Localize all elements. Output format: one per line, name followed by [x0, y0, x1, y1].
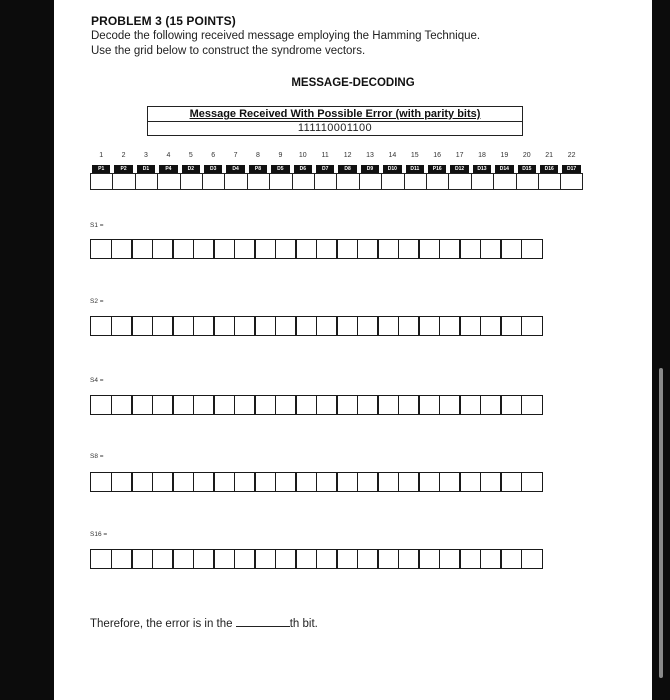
syndrome-cell[interactable] [213, 472, 235, 492]
bit-value-cell[interactable] [269, 173, 291, 190]
bit-value-cell[interactable] [448, 173, 470, 190]
syndrome-cell[interactable] [398, 549, 420, 569]
bit-value-cell[interactable] [493, 173, 515, 190]
message-bits-value: 111110001100 [297, 122, 373, 134]
bit-position-number: 6 [211, 152, 216, 159]
syndrome-cell[interactable] [336, 239, 358, 259]
syndrome-label: S1 = [90, 222, 104, 229]
syndrome-cell[interactable] [172, 472, 194, 492]
syndrome-cell[interactable] [316, 316, 338, 336]
syndrome-cell[interactable] [152, 239, 174, 259]
bit-position-number: 18 [478, 152, 486, 159]
syndrome-cell[interactable] [439, 239, 461, 259]
syndrome-cell[interactable] [275, 549, 297, 569]
syndrome-cell[interactable] [500, 549, 522, 569]
syndrome-cell[interactable] [398, 395, 420, 415]
syndrome-cell[interactable] [377, 549, 399, 569]
syndrome-cell[interactable] [254, 472, 276, 492]
bit-position-number: 13 [366, 152, 374, 159]
syndrome-cell[interactable] [316, 472, 338, 492]
syndrome-cell[interactable] [172, 395, 194, 415]
bit-value-cell[interactable] [157, 173, 179, 190]
syndrome-cell[interactable] [459, 316, 481, 336]
syndrome-cell[interactable] [90, 549, 112, 569]
bit-type-label: P2 [114, 165, 132, 173]
syndrome-cell[interactable] [131, 549, 153, 569]
bit-position-number: 12 [343, 152, 352, 159]
bit-position-number: 8 [256, 152, 260, 159]
syndrome-cell[interactable] [357, 472, 379, 492]
syndrome-cell[interactable] [213, 316, 235, 336]
syndrome-cell[interactable] [500, 472, 522, 492]
bit-type-label: D8 [338, 165, 356, 173]
syndrome-cell[interactable] [234, 549, 256, 569]
syndrome-cell[interactable] [275, 472, 297, 492]
syndrome-cell[interactable] [295, 395, 317, 415]
syndrome-cell[interactable] [439, 472, 461, 492]
bit-value-cell[interactable] [180, 173, 202, 190]
syndrome-label: S4 = [90, 377, 104, 384]
bit-value-cell[interactable] [471, 173, 493, 190]
syndrome-vector-row [90, 239, 541, 259]
bit-position-number: 4 [166, 152, 171, 159]
syndrome-cell[interactable] [90, 472, 112, 492]
syndrome-label: S16 = [90, 531, 108, 538]
syndrome-vector-row [90, 395, 541, 415]
bit-type-label: D5 [271, 165, 289, 173]
syndrome-cell[interactable] [193, 395, 215, 415]
syndrome-cell[interactable] [111, 472, 133, 492]
bit-type-label: D9 [361, 165, 379, 173]
bit-type-label: D15 [518, 165, 536, 173]
bit-type-label: D16 [540, 165, 558, 173]
bit-type-label: D12 [450, 165, 468, 173]
bit-position-number: 2 [121, 152, 126, 159]
syndrome-cell[interactable] [254, 239, 276, 259]
instruction-line-1: Decode the following received message employing the Hamming Technique. [91, 30, 481, 42]
syndrome-cell[interactable] [480, 239, 502, 259]
bit-position-number: 3 [144, 152, 148, 159]
syndrome-cell[interactable] [521, 316, 543, 336]
syndrome-cell[interactable] [193, 549, 215, 569]
conclusion-sentence [90, 616, 318, 630]
syndrome-cell[interactable] [357, 316, 379, 336]
syndrome-cell[interactable] [193, 239, 215, 259]
bit-value-cell[interactable] [314, 173, 336, 190]
syndrome-cell[interactable] [213, 395, 235, 415]
bit-position-number: 16 [433, 152, 442, 159]
bit-value-cell[interactable] [135, 173, 157, 190]
bit-type-label: D7 [316, 165, 334, 173]
bit-position-number: 21 [545, 152, 554, 159]
syndrome-cell[interactable] [152, 395, 174, 415]
syndrome-cell[interactable] [234, 316, 256, 336]
syndrome-cell[interactable] [459, 549, 481, 569]
syndrome-cell[interactable] [254, 316, 276, 336]
bit-type-label: D6 [294, 165, 312, 173]
syndrome-label: S8 = [90, 453, 104, 460]
bit-type-label: P8 [249, 165, 267, 173]
syndrome-cell[interactable] [377, 472, 399, 492]
syndrome-cell[interactable] [90, 316, 112, 336]
syndrome-cell[interactable] [234, 395, 256, 415]
syndrome-cell[interactable] [357, 239, 379, 259]
syndrome-cell[interactable] [521, 472, 543, 492]
bit-value-cell[interactable] [112, 173, 134, 190]
syndrome-cell[interactable] [213, 239, 235, 259]
bit-position-number: 11 [321, 152, 329, 159]
bit-type-label: D13 [473, 165, 491, 173]
syndrome-cell[interactable] [131, 472, 153, 492]
syndrome-cell[interactable] [152, 472, 174, 492]
answer-blank[interactable] [236, 616, 290, 627]
bit-type-label: D14 [495, 165, 513, 173]
syndrome-cell[interactable] [131, 239, 153, 259]
syndrome-cell[interactable] [480, 395, 502, 415]
bit-position-number: 22 [567, 152, 576, 159]
syndrome-cell[interactable] [295, 472, 317, 492]
syndrome-cell[interactable] [398, 472, 420, 492]
bit-value-cell[interactable] [516, 173, 538, 190]
syndrome-cell[interactable] [336, 549, 358, 569]
bit-position-number: 14 [388, 152, 397, 159]
bit-value-cell[interactable] [404, 173, 426, 190]
bit-value-cell[interactable] [560, 173, 582, 190]
bit-position-number: 9 [278, 152, 283, 159]
bit-value-cell[interactable] [90, 173, 112, 190]
syndrome-cell[interactable] [275, 239, 297, 259]
syndrome-cell[interactable] [500, 395, 522, 415]
syndrome-cell[interactable] [357, 395, 379, 415]
syndrome-cell[interactable] [377, 316, 399, 336]
syndrome-cell[interactable] [316, 239, 338, 259]
syndrome-cell[interactable] [316, 549, 338, 569]
instruction-line-2: Use the grid below to construct the syndrome vectors. [91, 45, 366, 57]
syndrome-cell[interactable] [172, 549, 194, 569]
message-received-table [147, 106, 523, 136]
syndrome-cell[interactable] [131, 395, 153, 415]
syndrome-cell[interactable] [480, 316, 502, 336]
bit-value-cell[interactable] [292, 173, 314, 190]
bit-type-label: D3 [204, 165, 222, 173]
syndrome-cell[interactable] [131, 316, 153, 336]
conclusion-suffix: th bit. [289, 618, 318, 630]
syndrome-cell[interactable] [521, 549, 543, 569]
syndrome-cell[interactable] [418, 549, 440, 569]
syndrome-cell[interactable] [90, 239, 112, 259]
syndrome-cell[interactable] [275, 395, 297, 415]
bit-value-cell[interactable] [247, 173, 269, 190]
syndrome-cell[interactable] [439, 395, 461, 415]
document-page [54, 0, 652, 700]
syndrome-cell[interactable] [480, 472, 502, 492]
bit-type-label: P1 [92, 165, 110, 173]
syndrome-cell[interactable] [111, 549, 133, 569]
bit-value-cell[interactable] [426, 173, 448, 190]
syndrome-label: S2 = [90, 298, 104, 305]
bit-type-label: P4 [159, 165, 177, 173]
syndrome-cell[interactable] [295, 316, 317, 336]
bit-position-number: 17 [455, 152, 464, 159]
syndrome-cell[interactable] [336, 316, 358, 336]
problem-title: PROBLEM 3 (15 POINTS) [91, 14, 236, 28]
syndrome-cell[interactable] [111, 316, 133, 336]
syndrome-cell[interactable] [295, 239, 317, 259]
syndrome-cell[interactable] [152, 549, 174, 569]
syndrome-cell[interactable] [377, 395, 399, 415]
syndrome-cell[interactable] [459, 395, 481, 415]
syndrome-cell[interactable] [111, 239, 133, 259]
syndrome-cell[interactable] [500, 239, 522, 259]
syndrome-cell[interactable] [521, 395, 543, 415]
syndrome-vector-row [90, 549, 541, 569]
syndrome-cell[interactable] [439, 549, 461, 569]
syndrome-cell[interactable] [521, 239, 543, 259]
bit-value-cell[interactable] [359, 173, 381, 190]
syndrome-cell[interactable] [295, 549, 317, 569]
message-table-header: Message Received With Possible Error (with parity bits) [148, 107, 522, 122]
syndrome-cell[interactable] [193, 472, 215, 492]
bit-type-label: D11 [406, 165, 424, 173]
bit-position-number: 19 [500, 152, 509, 159]
bit-type-label: D10 [383, 165, 401, 173]
syndrome-cell[interactable] [418, 472, 440, 492]
syndrome-cell[interactable] [213, 549, 235, 569]
bit-position-number: 5 [188, 152, 193, 159]
syndrome-cell[interactable] [234, 472, 256, 492]
syndrome-cell[interactable] [418, 316, 440, 336]
syndrome-cell[interactable] [336, 395, 358, 415]
syndrome-cell[interactable] [398, 316, 420, 336]
syndrome-cell[interactable] [172, 239, 194, 259]
syndrome-cell[interactable] [377, 239, 399, 259]
bit-value-cell[interactable] [538, 173, 560, 190]
scrollbar[interactable] [659, 368, 663, 678]
syndrome-cell[interactable] [254, 549, 276, 569]
syndrome-cell[interactable] [398, 239, 420, 259]
syndrome-cell[interactable] [418, 239, 440, 259]
bit-value-cell[interactable] [202, 173, 224, 190]
syndrome-cell[interactable] [418, 395, 440, 415]
bit-type-label: P16 [428, 165, 446, 173]
conclusion-prefix: Therefore, the error is in the [90, 618, 236, 630]
bit-value-cell[interactable] [381, 173, 403, 190]
bit-position-number: 15 [410, 152, 419, 159]
bit-type-label: D17 [562, 165, 580, 173]
bit-position-number: 1 [99, 152, 104, 159]
bit-position-number: 10 [298, 152, 307, 159]
syndrome-cell[interactable] [111, 395, 133, 415]
syndrome-cell[interactable] [152, 316, 174, 336]
syndrome-cell[interactable] [459, 239, 481, 259]
syndrome-cell[interactable] [316, 395, 338, 415]
bit-type-label: D4 [226, 165, 244, 173]
syndrome-cell[interactable] [90, 395, 112, 415]
syndrome-vector-row [90, 316, 541, 336]
syndrome-cell[interactable] [172, 316, 194, 336]
syndrome-cell[interactable] [500, 316, 522, 336]
bit-position-number: 20 [522, 152, 531, 159]
bit-type-label: D1 [137, 165, 155, 173]
bit-value-cell[interactable] [336, 173, 358, 190]
bit-type-label: D2 [182, 165, 200, 173]
syndrome-cell[interactable] [234, 239, 256, 259]
syndrome-cell[interactable] [480, 549, 502, 569]
section-subtitle: MESSAGE-DECODING [291, 77, 415, 89]
bit-value-cell[interactable] [224, 173, 246, 190]
syndrome-cell[interactable] [459, 472, 481, 492]
syndrome-cell[interactable] [193, 316, 215, 336]
syndrome-cell[interactable] [357, 549, 379, 569]
syndrome-cell[interactable] [439, 316, 461, 336]
bit-position-number: 7 [233, 152, 238, 159]
syndrome-cell[interactable] [275, 316, 297, 336]
syndrome-cell[interactable] [254, 395, 276, 415]
syndrome-vector-row [90, 472, 541, 492]
syndrome-cell[interactable] [336, 472, 358, 492]
